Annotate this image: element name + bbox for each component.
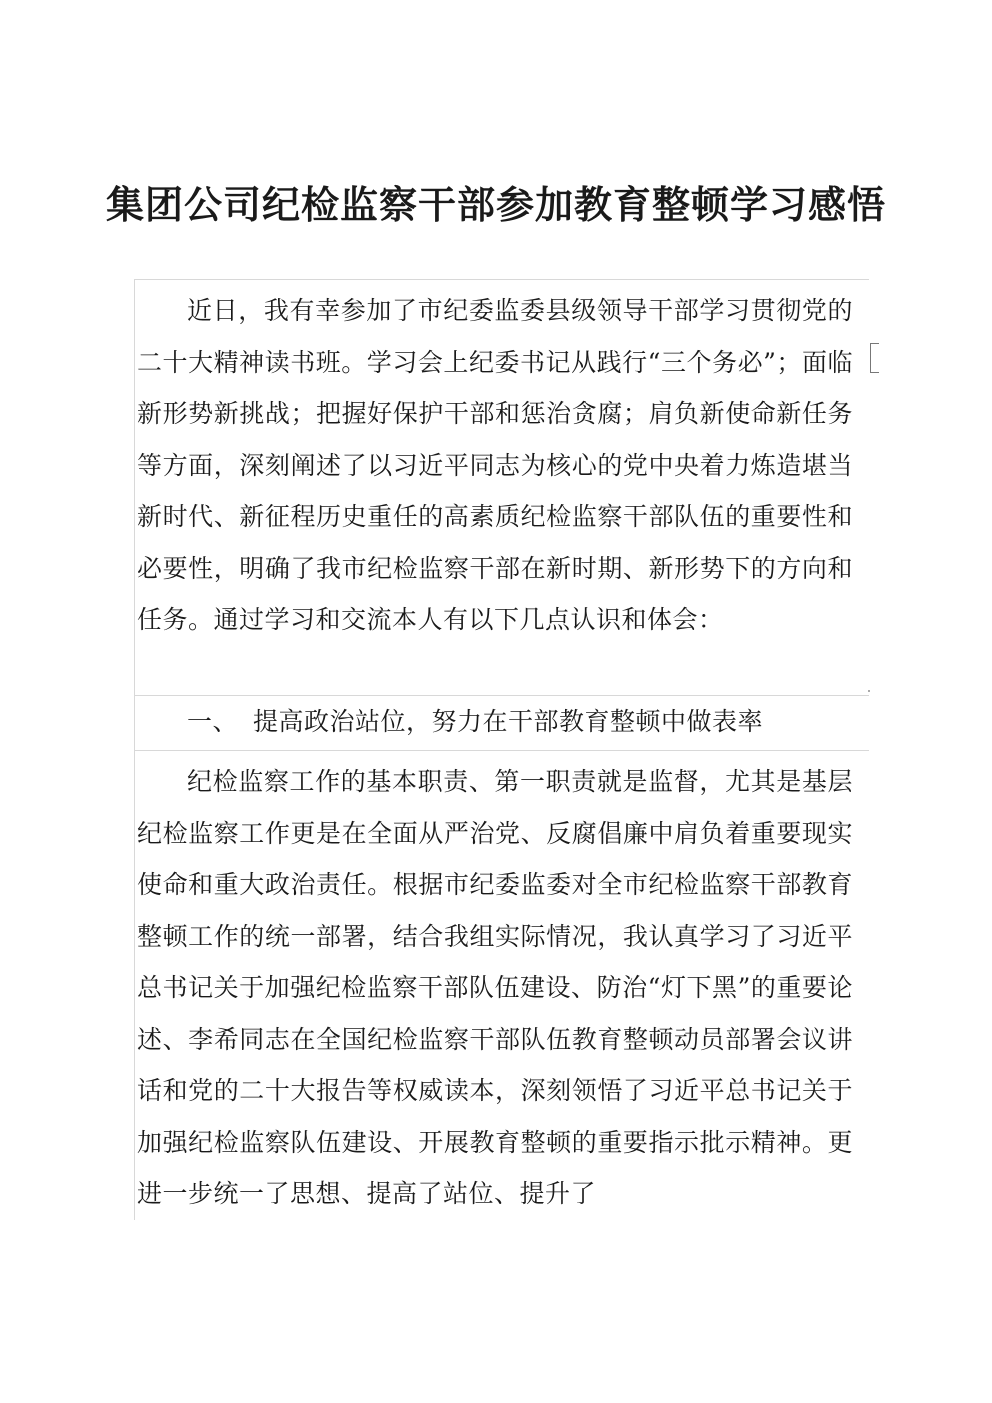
margin-bracket-mark	[870, 343, 879, 344]
intro-paragraph: 近日，我有幸参加了市纪委监委县级领导干部学习贯彻党的二十大精神读书班。学习会上纪委书记从践行“三个务必”；面临新形势新挑战；把握好保护干部和惩治贪腐；肩负新使命新任务等方面，深刻阐述了以习近平同志为核心的党中央着力炼造堪当新时代、新征程历史重任的高素质纪检监察干部队伍的重要性和必要性，明确了我市纪检监察干部在新时期、新形势下的方向和任务。通过学习和交流本人有以下几点认识和体会：	[137, 296, 853, 634]
margin-bracket-mark	[870, 343, 871, 372]
frame-top-rule	[134, 750, 869, 751]
frame-left-rule	[134, 695, 135, 750]
section-heading	[187, 702, 763, 742]
document-title: 集团公司纪检监察干部参加教育整顿学习感悟	[105, 182, 886, 227]
section-number: 一、	[187, 707, 239, 736]
frame-top-rule	[134, 695, 869, 696]
section-heading-text: 提高政治站位，努力在干部教育整顿中做表率	[253, 707, 764, 736]
margin-bracket-mark	[870, 372, 879, 373]
intro-text-frame	[134, 279, 869, 695]
frame-left-rule	[134, 750, 135, 1220]
frame-top-rule	[134, 279, 869, 280]
section-paragraph: 纪检监察工作的基本职责、第一职责就是监督，尤其是基层纪检监察工作更是在全面从严治党、反腐倡廉中肩负着重要现实使命和重大政治责任。根据市纪委监委对全市纪检监察干部教育整顿工作的统一部署，结合我组实际情况，我认真学习了习近平总书记关于加强纪检监察干部队伍建设、防治“灯下黑”的重要论述、李希同志在全国纪检监察干部队伍教育整顿动员部署会议讲话和党的二十大报告等权威读本，深刻领悟了习近平总书记关于加强纪检监察队伍建设、开展教育整顿的重要指示批示精神。更进一步统一了思想、提高了站位、提升了	[137, 767, 853, 1208]
section-body-frame	[134, 750, 869, 1220]
frame-left-rule	[134, 279, 135, 695]
section-heading-frame	[134, 695, 869, 750]
frame-corner-mark	[868, 690, 870, 692]
